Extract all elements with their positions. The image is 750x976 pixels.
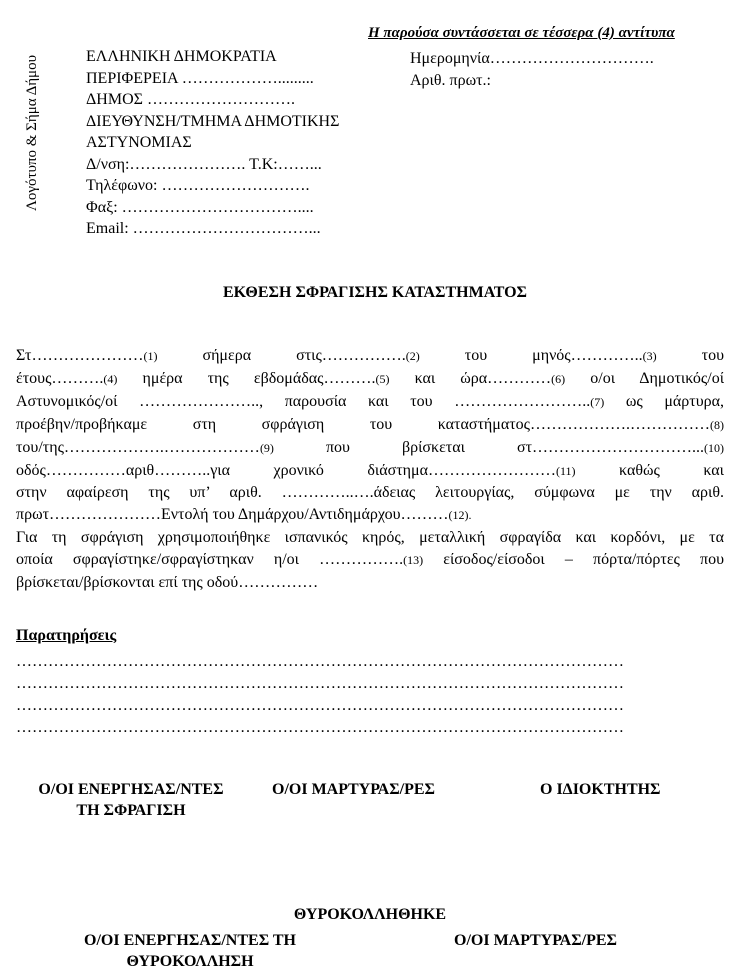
witnesses-signature-label: Ο/ΟΙ ΜΑΡΤΥΡΑΣ/ΡΕΣ: [272, 781, 436, 798]
body-line: έτους……….(4) ημέρα της εβδομάδας……….(5) και ώρα…………(6) ο/οι Δημοτικός/οί: [16, 369, 724, 387]
witnesses2-signature-label: Ο/ΟΙ ΜΑΡΤΥΡΑΣ/ΡΕΣ: [454, 932, 618, 949]
remarks-lines: [16, 651, 624, 739]
remarks-line: ……………………………………………………………………………………………………: [16, 697, 624, 714]
remarks-line: ……………………………………………………………………………………………………: [16, 675, 624, 692]
poster-signature-label: Ο/ΟΙ ΕΝΕΡΓΗΣΑΣ/ΝΤΕΣ ΤΗ ΘΥΡΟΚΟΛΛΗΣΗ: [84, 932, 296, 970]
body-line: Στ…………………(1) σήμερα στις…………….(2) του μηνός…………..(3) του: [16, 347, 724, 364]
copies-note: Η παρούσα συντάσσεται σε τέσσερα (4) αντίτυπα: [368, 25, 675, 41]
header-line: ΑΣΤΥΝΟΜΙΑΣ: [86, 134, 192, 151]
document-title: ΕΚΘΕΣΗ ΣΦΡΑΓΙΣΗΣ ΚΑΤΑΣΤΗΜΑΤΟΣ: [222, 284, 527, 301]
remarks-heading: Παρατηρήσεις: [16, 627, 117, 644]
body-line: βρίσκεται/βρίσκονται επί της οδού……………: [16, 574, 319, 592]
header-line: ΔΙΕΥΘΥΝΣΗ/ΤΜΗΜΑ ΔΗΜΟΤΙΚΗΣ: [86, 112, 340, 130]
header-line: ΔΗΜΟΣ ……………………….: [86, 91, 295, 108]
remarks-line: ……………………………………………………………………………………………………: [16, 653, 624, 670]
header-line: Φαξ: ……………………………....: [86, 198, 314, 216]
body-line: Αστυνομικός/οί ………………….., παρουσία και του ……………………..(7) ως μάρτυρα,: [16, 392, 724, 410]
body-line: οποία σφραγίστηκε/σφραγίστηκαν η/οι …………….(13) είσοδος/είσοδοι – πόρτα/πόρτες που: [16, 551, 725, 569]
issuer-header: [86, 46, 339, 240]
body-line: του/της……………….………………(9) που βρίσκεται στ…………………………...(10): [16, 438, 724, 456]
report-body: [16, 345, 724, 594]
body-line: προέβην/προβήκαμε στη σφράγιση του καταστήματος……………….……………(8): [16, 415, 724, 433]
header-line: ΠΕΡΙΦΕΡΕΙΑ ……………….........: [86, 69, 314, 87]
logo-placeholder: Λογότυπο & Σήμα Δήμου: [24, 54, 40, 212]
posted-heading: ΘΥΡΟΚΟΛΛΗΘΗΚΕ: [293, 906, 447, 923]
sealer-signature-label: Ο/ΟΙ ΕΝΕΡΓΗΣΑΣ/ΝΤΕΣ ΤΗ ΣΦΡΑΓΙΣΗ: [38, 781, 224, 819]
remarks-line: ……………………………………………………………………………………………………: [16, 719, 624, 736]
body-line: οδός……………αριθ………..για χρονικό διάστημα……………………(11) καθώς και: [16, 461, 724, 479]
header-line: Τηλέφωνο: ……………………….: [86, 177, 310, 194]
body-line: πρωτ…………………Εντολή του Δημάρχου/Αντιδημάρχου………(12).: [16, 506, 472, 524]
date-field: Ημερομηνία………………………….: [410, 50, 654, 67]
header-line: Email: ……………………………...: [86, 220, 321, 237]
header-line: Δ/νση:…………………. Τ.Κ:……...: [86, 155, 322, 173]
body-line: Για τη σφράγιση χρησιμοποιήθηκε ισπανικός κηρός, μεταλλική σφραγίδα και κορδόνι, με τα: [16, 529, 724, 547]
protocol-number-field: Αριθ. πρωτ.:: [410, 71, 491, 89]
date-protocol-block: [410, 48, 654, 91]
body-line: στην αφαίρεση της υπ’ αριθ. …………..….άδειας λειτουργίας, σύμφωνα με την αριθ.: [16, 484, 724, 502]
owner-signature-label: Ο ΙΔΙΟΚΤΗΤΗΣ: [540, 781, 661, 798]
header-line: ΕΛΛΗΝΙΚΗ ΔΗΜΟΚΡΑΤΙΑ: [86, 48, 277, 65]
